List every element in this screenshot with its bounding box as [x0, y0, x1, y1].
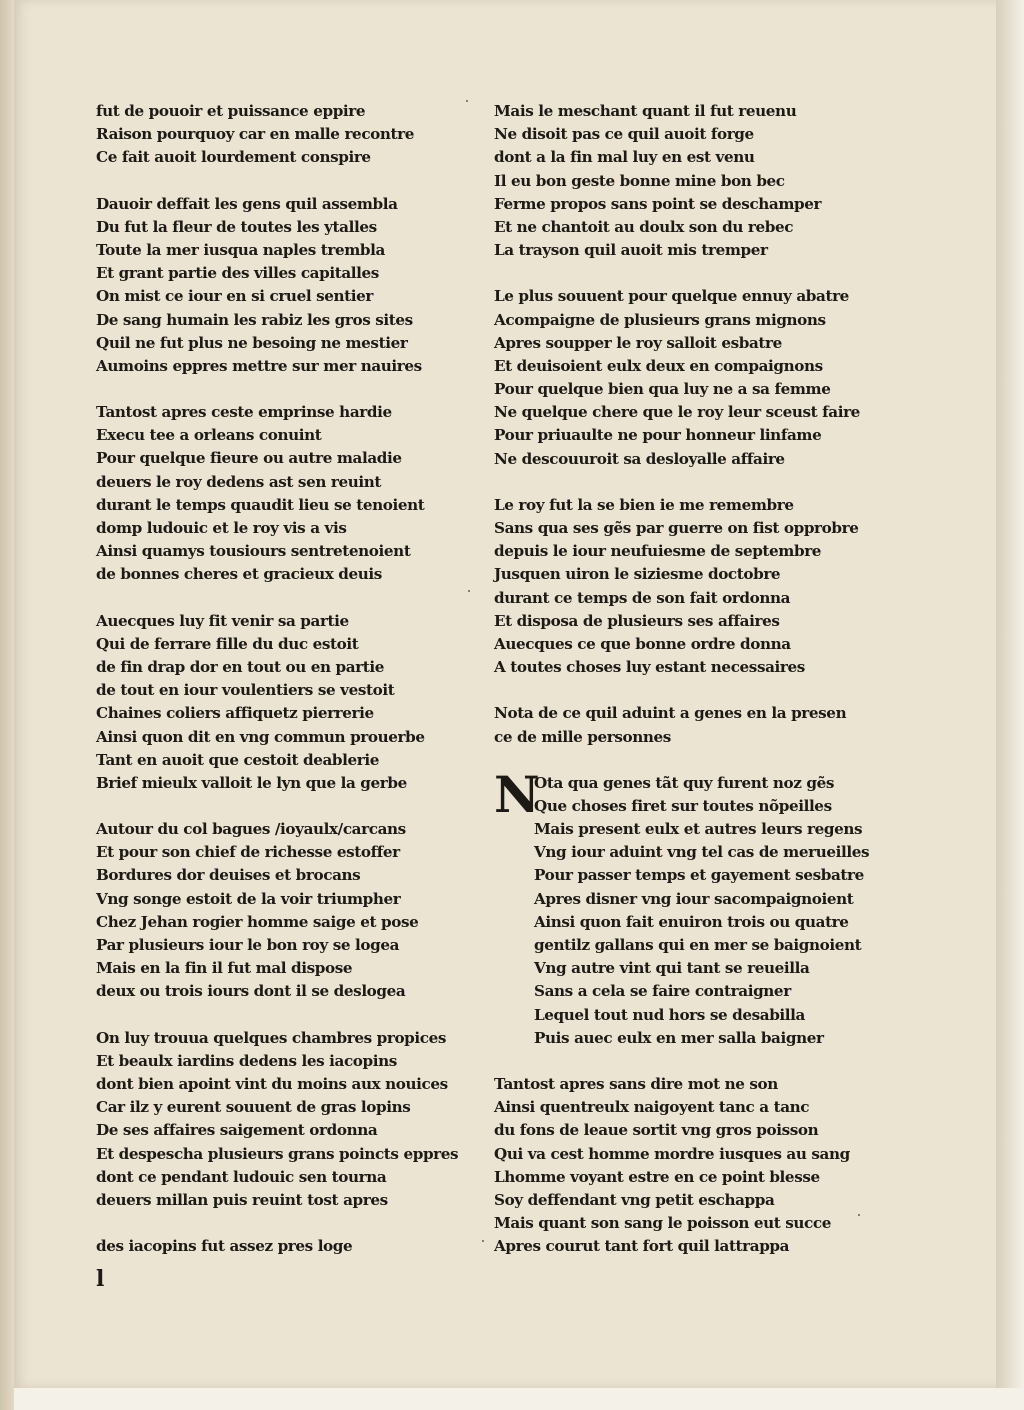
- verse-line: gentilz gallans qui en mer se baignoient: [534, 936, 862, 954]
- verse-line: Apres courut tant fort quil lattrappa: [494, 1237, 790, 1256]
- verse-line: Pour passer temps et gayement sesbatre: [534, 866, 864, 885]
- verse-line: Sans a cela se faire contraigner: [534, 982, 791, 1001]
- verse-line: Acompaigne de plusieurs grans mignons: [494, 310, 826, 329]
- stanza: [96, 818, 466, 1004]
- verse-line: Tantost apres sans dire mot ne son: [494, 1074, 778, 1093]
- verse-line: ce de mille personnes: [494, 727, 671, 746]
- verse-line: Aumoins eppres mettre sur mer nauires: [96, 356, 422, 375]
- verse-line: Chaines coliers affiquetz pierrerie: [96, 704, 374, 723]
- verse-line: durant ce temps de son fait ordonna: [494, 588, 791, 607]
- verse-line: Autour du col bagues /ioyaulx/carcans: [96, 820, 406, 839]
- verse-line: Et ne chantoit au doulx son du rebec: [494, 217, 794, 236]
- verse-line: domp ludouic et le roy vis a vis: [96, 519, 347, 537]
- verse-line: Et despescha plusieurs grans poincts eppres: [96, 1144, 459, 1163]
- column-mark: [482, 1240, 484, 1242]
- verse-line: dont ce pendant ludouic sen tourna: [96, 1167, 387, 1186]
- stanza: [494, 702, 864, 748]
- verse-line: De sang humain les rabiz les gros sites: [96, 310, 413, 329]
- verse-line: Pour priuaulte ne pour honneur linfame: [494, 426, 822, 445]
- verse-line: dont a la fin mal luy en est venu: [494, 148, 755, 167]
- verse-line: On mist ce iour en si cruel sentier: [96, 287, 373, 306]
- column-mark: [858, 1214, 860, 1216]
- verse-line: Et deuisoient eulx deux en compaignons: [494, 356, 823, 375]
- left-text-column: [96, 100, 466, 1281]
- verse-line: Mais en la fin il fut mal dispose: [96, 959, 353, 978]
- verse-line: Mais quant son sang le poisson eut succe: [494, 1214, 832, 1233]
- verse-line: Lequel tout nud hors se desabilla: [534, 1005, 805, 1024]
- verse-line: Ce fait auoit lourdement conspire: [96, 148, 371, 167]
- verse-line: Il eu bon geste bonne mine bon bec: [494, 171, 785, 190]
- verse-line: Auecques luy fit venir sa partie: [96, 611, 349, 630]
- page-mark: l: [96, 1266, 105, 1292]
- verse-line: Toute la mer iusqua naples trembla: [96, 240, 385, 259]
- stanza: [494, 494, 864, 680]
- verse-line: Mais le meschant quant il fut reuenu: [494, 102, 797, 120]
- verse-line: Apres soupper le roy salloit esbatre: [494, 333, 782, 352]
- verse-line: Et disposa de plusieurs ses affaires: [494, 611, 780, 630]
- stanza: [494, 1073, 864, 1259]
- verse-line: fut de pouoir et puissance eppire: [96, 102, 366, 120]
- stanza: [494, 764, 870, 1050]
- verse-line: Et beaulx iardins dedens les iacopins: [96, 1051, 397, 1070]
- verse-line: Et grant partie des villes capitalles: [96, 264, 379, 283]
- stanza: [96, 1027, 466, 1213]
- verse-line: Du fut la fleur de toutes les ytalles: [96, 217, 377, 236]
- column-mark: [468, 590, 470, 592]
- verse-line: Ota qua genes tãt quy furent noz gẽs: [534, 773, 835, 792]
- verse-line: Vng autre vint qui tant se reueilla: [534, 959, 810, 978]
- verse-line: Pour quelque bien qua luy ne a sa femme: [494, 380, 831, 399]
- verse-line: La trayson quil auoit mis tremper: [494, 241, 768, 260]
- verse-line: Ainsi quentreulx naigoyent tanc a tanc: [494, 1098, 810, 1117]
- verse-line: Qui va cest homme mordre iusques au sang: [494, 1144, 850, 1163]
- verse-line: Jusquen uiron le siziesme doctobre: [494, 565, 781, 584]
- verse-line: Que choses firet sur toutes nõpeilles: [534, 796, 832, 815]
- stanza: [96, 401, 466, 587]
- verse-line: Execu tee a orleans conuint: [96, 426, 322, 445]
- verse-line: Ainsi quamys tousiours sentretenoient: [96, 542, 411, 561]
- verse-line: Puis auec eulx en mer salla baigner: [534, 1028, 824, 1047]
- verse-line: Et pour son chief de richesse estoffer: [96, 843, 400, 862]
- right-text-column: [494, 100, 870, 1281]
- stanza: [96, 193, 466, 379]
- verse-line: Brief mieulx valloit le lyn que la gerbe: [96, 773, 407, 792]
- stanza: [96, 610, 466, 796]
- verse-line: Raison pourquoy car en malle recontre: [96, 125, 415, 144]
- verse-line: deux ou trois iours dont il se deslogea: [96, 982, 406, 1001]
- verse-line: De ses affaires saigement ordonna: [96, 1121, 378, 1140]
- verse-line: de tout en iour voulentiers se vestoit: [96, 681, 395, 700]
- verse-line: Tantost apres ceste emprinse hardie: [96, 403, 392, 422]
- verse-line: Quil ne fut plus ne besoing ne mestier: [96, 333, 408, 352]
- verse-line: Mais present eulx et autres leurs regens: [534, 820, 863, 839]
- verse-line: Bordures dor deuises et brocans: [96, 866, 361, 885]
- verse-line: Car ilz y eurent souuent de gras lopins: [96, 1098, 411, 1117]
- stanza: [494, 100, 864, 262]
- verse-line: Qui de ferrare fille du duc estoit: [96, 634, 359, 653]
- page-edge: [996, 0, 1024, 1388]
- verse-line: Nota de ce quil aduint a genes en la presen: [494, 704, 847, 723]
- verse-line: Soy deffendant vng petit eschappa: [494, 1190, 775, 1209]
- verse-line: de bonnes cheres et gracieux deuis: [96, 565, 382, 584]
- verse-line: Pour quelque fieure ou autre maladie: [96, 449, 402, 468]
- verse-line: Chez Jehan rogier homme saige et pose: [96, 912, 419, 931]
- verse-line: Vng songe estoit de la voir triumpher: [96, 889, 401, 908]
- verse-line: Ne quelque chere que le roy leur sceust faire: [494, 403, 860, 422]
- verse-line: Apres disner vng iour sacompaignoient: [534, 889, 854, 908]
- verse-line: Ferme propos sans point se deschamper: [494, 194, 822, 213]
- verse-line: Ainsi quon dit en vng commun prouerbe: [96, 727, 425, 746]
- verse-line: Ne descouuroit sa desloyalle affaire: [494, 449, 785, 468]
- column-mark: [466, 100, 468, 102]
- verse-line: deuers millan puis reuint tost apres: [96, 1190, 388, 1209]
- verse-line: Ne disoit pas ce quil auoit forge: [494, 125, 754, 144]
- book-binding: [0, 0, 14, 1410]
- verse-line: des iacopins fut assez pres loge: [96, 1237, 353, 1256]
- verse-line: Sans qua ses gẽs par guerre on fist opprobre: [494, 519, 859, 537]
- verse-line: Le plus souuent pour quelque ennuy abatre: [494, 287, 849, 306]
- stanza: [96, 1235, 466, 1258]
- stanza: [494, 285, 864, 471]
- stanza: [96, 100, 466, 170]
- verse-line: Dauoir deffait les gens quil assembla: [96, 194, 398, 213]
- drop-initial: N: [494, 764, 540, 824]
- verse-line: Tant en auoit que cestoit deablerie: [96, 750, 380, 769]
- verse-line: dont bien apoint vint du moins aux nouices: [96, 1074, 448, 1093]
- verse-line: Ainsi quon fait enuiron trois ou quatre: [534, 912, 849, 931]
- verse-line: depuis le iour neufuiesme de septembre: [494, 542, 822, 561]
- verse-line: deuers le roy dedens ast sen reuint: [96, 472, 382, 491]
- verse-line: Vng iour aduint vng tel cas de merueilles: [534, 843, 870, 862]
- verse-line: Par plusieurs iour le bon roy se logea: [96, 936, 400, 954]
- verse-line: Auecques ce que bonne ordre donna: [494, 634, 791, 653]
- verse-line: Le roy fut la se bien ie me remembre: [494, 495, 794, 514]
- verse-line: durant le temps quaudit lieu se tenoient: [96, 495, 425, 514]
- verse-line: du fons de leaue sortit vng gros poisson: [494, 1121, 819, 1140]
- verse-line: de fin drap dor en tout ou en partie: [96, 657, 385, 676]
- verse-line: A toutes choses luy estant necessaires: [494, 658, 805, 677]
- verse-line: On luy trouua quelques chambres propices: [96, 1028, 447, 1047]
- verse-line: Lhomme voyant estre en ce point blesse: [494, 1167, 820, 1186]
